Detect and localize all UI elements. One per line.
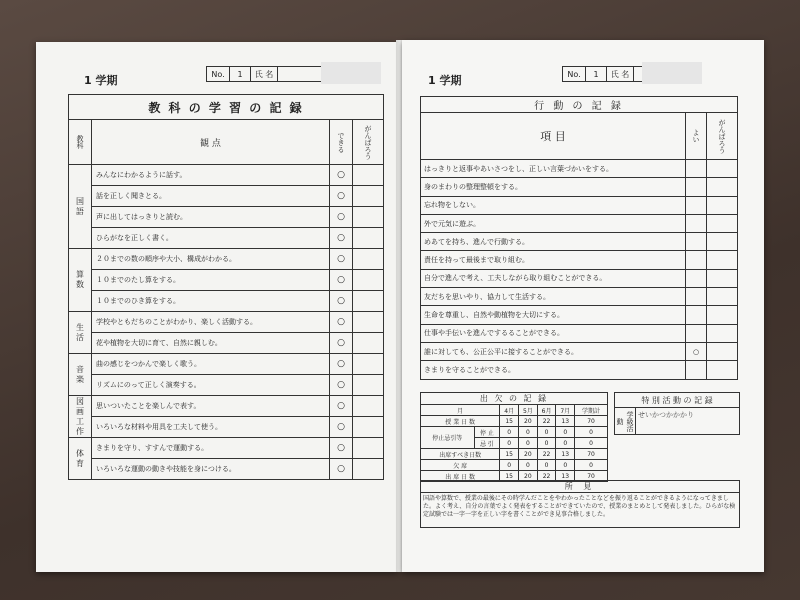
can-mark: ○ bbox=[330, 333, 353, 354]
attendance-sublabel: 停 止 bbox=[474, 427, 500, 438]
attendance-value: 22 bbox=[537, 449, 556, 460]
attendance-value: 0 bbox=[500, 438, 519, 449]
subject-name: 体育 bbox=[69, 438, 92, 480]
attendance-value: 70 bbox=[575, 471, 608, 482]
subject-row bbox=[69, 354, 384, 375]
attendance-value: 15 bbox=[500, 471, 519, 482]
viewpoint-text: １０までのひき算をする。 bbox=[92, 291, 330, 312]
month-header: 7月 bbox=[556, 405, 575, 416]
good-cell bbox=[686, 361, 707, 379]
viewpoint-text: ひらがなを正しく書く。 bbox=[92, 228, 330, 249]
can-mark: ○ bbox=[330, 249, 353, 270]
can-mark: ○ bbox=[330, 186, 353, 207]
subject-row bbox=[69, 417, 384, 438]
name-blur bbox=[321, 62, 381, 84]
attendance-value: 0 bbox=[575, 438, 608, 449]
col-can-header: できる bbox=[330, 120, 353, 165]
behavior-item: 生命を尊重し、自然や動植物を大切にする。 bbox=[421, 306, 686, 324]
attendance-value: 0 bbox=[519, 460, 538, 471]
subject-row bbox=[69, 228, 384, 249]
subject-row bbox=[69, 186, 384, 207]
remarks-title: 所 見 bbox=[421, 481, 740, 493]
remarks-table bbox=[420, 480, 740, 528]
try-cell bbox=[707, 288, 738, 306]
attendance-value: 0 bbox=[556, 460, 575, 471]
attendance-value: 13 bbox=[556, 449, 575, 460]
attendance-label: 授 業 日 数 bbox=[421, 416, 500, 427]
subject-row bbox=[69, 249, 384, 270]
behavior-item: はっきりと返事やあいさつをし、正しい言葉づかいをする。 bbox=[421, 160, 686, 178]
viewpoint-text: 花や植物を大切に育て、自然に親しむ。 bbox=[92, 333, 330, 354]
behavior-item: めあてを持ち、進んで行動する。 bbox=[421, 233, 686, 251]
subject-row bbox=[69, 375, 384, 396]
attendance-row bbox=[421, 460, 608, 471]
attendance-value: 0 bbox=[575, 460, 608, 471]
subject-name: 音楽 bbox=[69, 354, 92, 396]
try-cell bbox=[353, 207, 384, 228]
attendance-value: 70 bbox=[575, 449, 608, 460]
good-cell bbox=[686, 160, 707, 178]
can-mark: ○ bbox=[330, 396, 353, 417]
left-term-label: 1 学期 bbox=[84, 74, 118, 87]
viewpoint-text: いろいろな運動の動きや技能を身につける。 bbox=[92, 459, 330, 480]
subject-row bbox=[69, 291, 384, 312]
behavior-row bbox=[421, 196, 738, 214]
viewpoint-text: ２０までの数の順序や大小、構成がわかる。 bbox=[92, 249, 330, 270]
name-blur bbox=[642, 62, 702, 84]
no-value: 1 bbox=[230, 67, 251, 81]
col-subject-header: 教科 bbox=[69, 120, 92, 165]
behavior-row bbox=[421, 288, 738, 306]
try-cell bbox=[353, 165, 384, 186]
behavior-row bbox=[421, 306, 738, 324]
behavior-row bbox=[421, 324, 738, 342]
behavior-row bbox=[421, 251, 738, 269]
viewpoint-text: いろいろな材料や用具を工夫して使う。 bbox=[92, 417, 330, 438]
viewpoint-text: みんなにわかるように話す。 bbox=[92, 165, 330, 186]
good-cell bbox=[686, 214, 707, 232]
attendance-value: 22 bbox=[537, 416, 556, 427]
behavior-table bbox=[420, 96, 738, 380]
attendance-label: 出 席 日 数 bbox=[421, 471, 500, 482]
special-label: 学級活動 bbox=[615, 408, 636, 435]
try-cell bbox=[707, 214, 738, 232]
can-mark: ○ bbox=[330, 207, 353, 228]
behavior-item: 友だちを思いやり、協力して生活する。 bbox=[421, 288, 686, 306]
try-cell bbox=[707, 233, 738, 251]
attendance-value: 20 bbox=[519, 416, 538, 427]
subject-learning-table bbox=[68, 94, 384, 480]
viewpoint-text: 曲の感じをつかんで楽しく歌う。 bbox=[92, 354, 330, 375]
attendance-value: 0 bbox=[556, 427, 575, 438]
good-cell bbox=[686, 324, 707, 342]
behavior-item: 責任を持って最後まで取り組む。 bbox=[421, 251, 686, 269]
try-cell bbox=[707, 342, 738, 360]
try-cell bbox=[707, 251, 738, 269]
try-cell bbox=[353, 270, 384, 291]
left-name-header bbox=[206, 66, 328, 82]
subject-row bbox=[69, 459, 384, 480]
try-cell bbox=[353, 396, 384, 417]
behavior-item: 自分で進んで考え、工夫しながら取り組むことができる。 bbox=[421, 269, 686, 287]
col-try-header: がんばろう bbox=[353, 120, 384, 165]
month-header: 5月 bbox=[519, 405, 538, 416]
try-cell bbox=[707, 160, 738, 178]
viewpoint-text: １０までのたし算をする。 bbox=[92, 270, 330, 291]
attendance-value: 0 bbox=[575, 427, 608, 438]
col-try-header: がんばろう bbox=[707, 113, 738, 160]
try-cell bbox=[353, 459, 384, 480]
behavior-item: 仕事や手伝いを進んでするることができる。 bbox=[421, 324, 686, 342]
try-cell bbox=[353, 417, 384, 438]
month-header: 学期計 bbox=[575, 405, 608, 416]
good-cell: ○ bbox=[686, 342, 707, 360]
good-cell bbox=[686, 251, 707, 269]
remarks-text: 国語や算数で、授業の最後にその時学んだことをやわかったことなどを振り返ることができるようになってきました。よく考え、自分の言葉でよく発表をすることができていたので、授業のまとめとして発表しました。ひらがな検定試験では一字一字を正しい字を書くことができ見事合格しました。 bbox=[421, 493, 740, 528]
attendance-label: 停止忌引等 bbox=[421, 427, 475, 449]
subject-row bbox=[69, 312, 384, 333]
behavior-row bbox=[421, 178, 738, 196]
subject-row bbox=[69, 165, 384, 186]
col-view-header: 観 点 bbox=[92, 120, 330, 165]
attendance-value: 0 bbox=[556, 438, 575, 449]
try-cell bbox=[353, 291, 384, 312]
special-value: せいかつかかかり bbox=[636, 408, 740, 435]
attendance-value: 0 bbox=[500, 427, 519, 438]
attendance-label: 出席すべき日数 bbox=[421, 449, 500, 460]
right-term-label: 1 学期 bbox=[428, 74, 462, 87]
attendance-row bbox=[421, 427, 608, 438]
can-mark: ○ bbox=[330, 375, 353, 396]
try-cell bbox=[707, 324, 738, 342]
no-label: No. bbox=[207, 67, 230, 81]
try-cell bbox=[707, 361, 738, 379]
behavior-row bbox=[421, 361, 738, 379]
behavior-row bbox=[421, 233, 738, 251]
good-cell bbox=[686, 196, 707, 214]
can-mark: ○ bbox=[330, 270, 353, 291]
good-cell bbox=[686, 178, 707, 196]
can-mark: ○ bbox=[330, 438, 353, 459]
subject-row bbox=[69, 438, 384, 459]
try-cell bbox=[353, 312, 384, 333]
behavior-item: 誰に対しても、公正公平に接することができる。 bbox=[421, 342, 686, 360]
behavior-row bbox=[421, 214, 738, 232]
try-cell bbox=[707, 269, 738, 287]
attendance-value: 0 bbox=[537, 427, 556, 438]
attendance-value: 13 bbox=[556, 416, 575, 427]
behavior-item: きまりを守ることができる。 bbox=[421, 361, 686, 379]
left-page bbox=[36, 42, 398, 572]
subject-name: 算数 bbox=[69, 249, 92, 312]
good-cell bbox=[686, 269, 707, 287]
try-cell bbox=[707, 196, 738, 214]
viewpoint-text: 話を正しく聞きとる。 bbox=[92, 186, 330, 207]
try-cell bbox=[353, 438, 384, 459]
attendance-row bbox=[421, 416, 608, 427]
subject-name: 国語 bbox=[69, 165, 92, 249]
attendance-value: 20 bbox=[519, 471, 538, 482]
try-cell bbox=[353, 375, 384, 396]
no-label: No. bbox=[563, 67, 586, 81]
special-title: 特 別 活 動 の 記 録 bbox=[615, 393, 740, 408]
try-cell bbox=[707, 178, 738, 196]
month-label: 月 bbox=[421, 405, 500, 416]
col-item-header: 項 目 bbox=[421, 113, 686, 160]
attendance-value: 22 bbox=[537, 471, 556, 482]
attendance-value: 13 bbox=[556, 471, 575, 482]
viewpoint-text: 声に出してはっきりと読む。 bbox=[92, 207, 330, 228]
subject-name: 図画工作 bbox=[69, 396, 92, 438]
good-cell bbox=[686, 306, 707, 324]
attendance-row bbox=[421, 449, 608, 460]
behavior-row bbox=[421, 342, 738, 360]
special-activity-table bbox=[614, 392, 740, 435]
viewpoint-text: 学校やともだちのことがわかり、楽しく活動する。 bbox=[92, 312, 330, 333]
good-cell bbox=[686, 233, 707, 251]
attendance-value: 0 bbox=[537, 438, 556, 449]
viewpoint-text: 思いついたことを楽しんで表す。 bbox=[92, 396, 330, 417]
attendance-table bbox=[420, 392, 608, 482]
behavior-item: 外で元気に遊ぶ。 bbox=[421, 214, 686, 232]
attendance-value: 0 bbox=[537, 460, 556, 471]
behavior-table-title: 行 動 の 記 録 bbox=[421, 97, 738, 113]
can-mark: ○ bbox=[330, 165, 353, 186]
try-cell bbox=[353, 249, 384, 270]
can-mark: ○ bbox=[330, 312, 353, 333]
attendance-title: 出 欠 の 記 録 bbox=[421, 393, 608, 405]
right-page bbox=[402, 40, 764, 572]
attendance-sublabel: 忌 引 bbox=[474, 438, 500, 449]
name-label: 氏 名 bbox=[607, 67, 634, 81]
can-mark: ○ bbox=[330, 291, 353, 312]
try-cell bbox=[353, 228, 384, 249]
attendance-value: 0 bbox=[519, 427, 538, 438]
attendance-value: 70 bbox=[575, 416, 608, 427]
behavior-item: 身のまわりの整理整頓をする。 bbox=[421, 178, 686, 196]
can-mark: ○ bbox=[330, 417, 353, 438]
attendance-label: 欠 席 bbox=[421, 460, 500, 471]
viewpoint-text: リズムにのって正しく演奏する。 bbox=[92, 375, 330, 396]
subject-name: 生活 bbox=[69, 312, 92, 354]
subject-row bbox=[69, 207, 384, 228]
attendance-value: 15 bbox=[500, 416, 519, 427]
no-value: 1 bbox=[586, 67, 607, 81]
subject-row bbox=[69, 270, 384, 291]
try-cell bbox=[353, 354, 384, 375]
col-good-header: よい bbox=[686, 113, 707, 160]
can-mark: ○ bbox=[330, 354, 353, 375]
behavior-item: 忘れ物をしない。 bbox=[421, 196, 686, 214]
subject-row bbox=[69, 333, 384, 354]
behavior-row bbox=[421, 269, 738, 287]
behavior-row bbox=[421, 160, 738, 178]
attendance-value: 15 bbox=[500, 449, 519, 460]
subject-row bbox=[69, 396, 384, 417]
can-mark: ○ bbox=[330, 459, 353, 480]
month-header: 4月 bbox=[500, 405, 519, 416]
try-cell bbox=[353, 333, 384, 354]
attendance-value: 0 bbox=[519, 438, 538, 449]
try-cell bbox=[353, 186, 384, 207]
name-field[interactable] bbox=[278, 67, 327, 81]
month-header: 6月 bbox=[537, 405, 556, 416]
attendance-value: 20 bbox=[519, 449, 538, 460]
good-cell bbox=[686, 288, 707, 306]
try-cell bbox=[707, 306, 738, 324]
subject-table-title: 教 科 の 学 習 の 記 録 bbox=[69, 95, 384, 120]
can-mark: ○ bbox=[330, 228, 353, 249]
name-label: 氏 名 bbox=[251, 67, 278, 81]
viewpoint-text: きまりを守り、すすんで運動する。 bbox=[92, 438, 330, 459]
attendance-value: 0 bbox=[500, 460, 519, 471]
